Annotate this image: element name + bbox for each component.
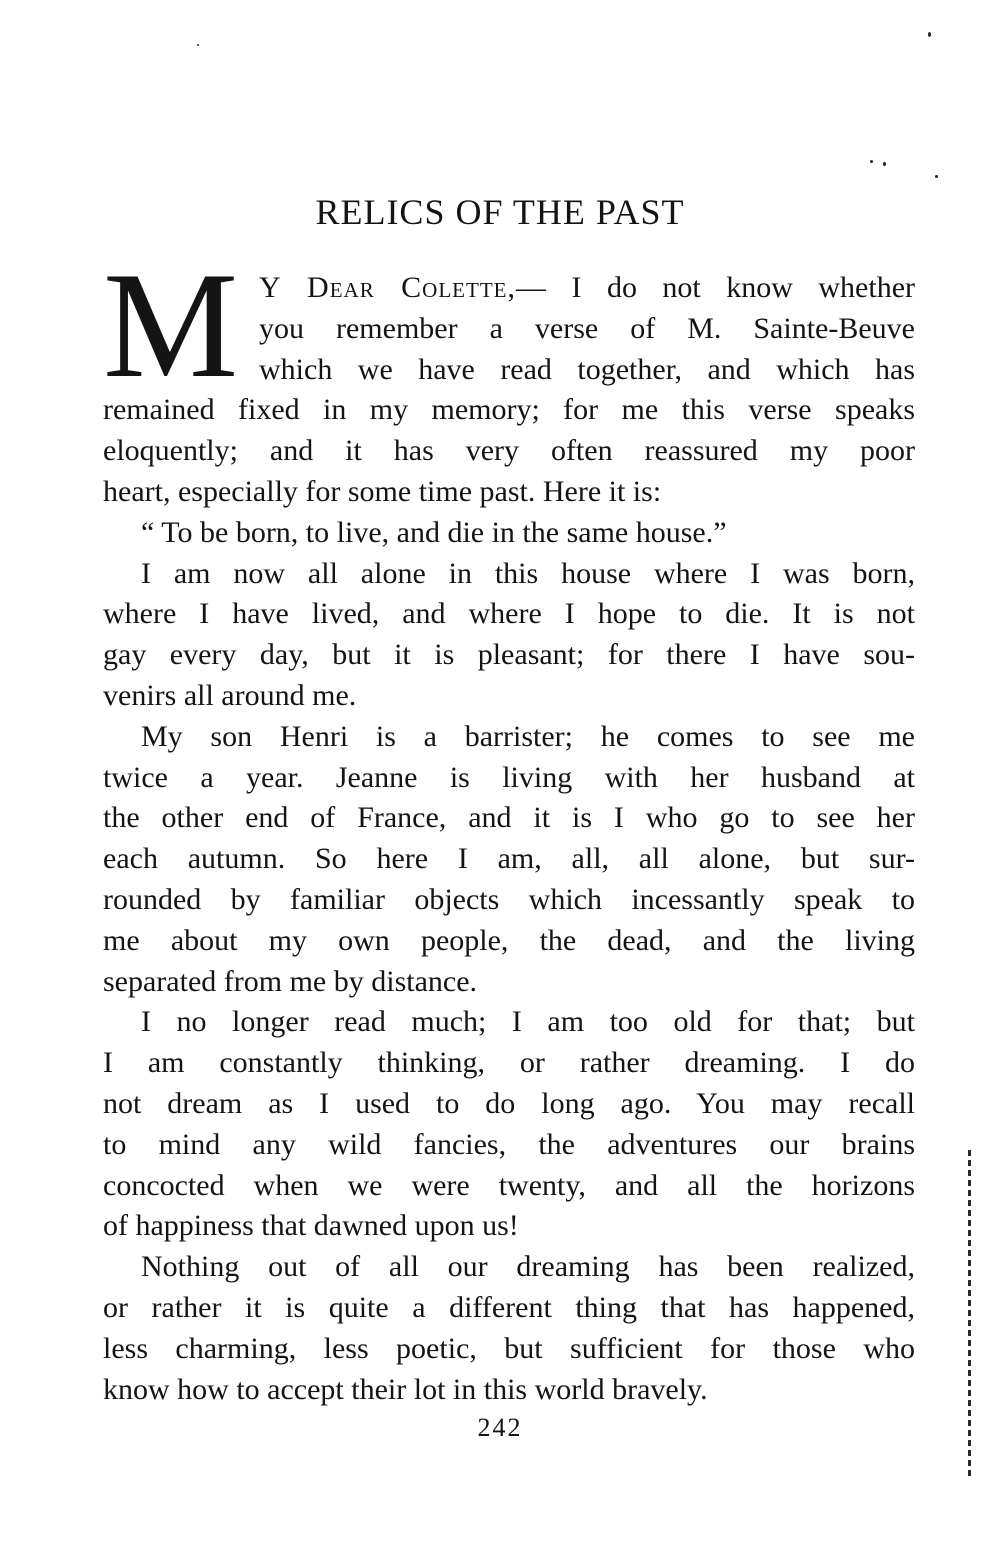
paragraph-3 bbox=[103, 717, 915, 1003]
text-line: not dream as I used to do long ago. You may recall bbox=[103, 1086, 915, 1120]
text-line: I am constantly thinking, or rather dreaming. I do bbox=[103, 1046, 915, 1080]
text-line: where I have lived, and where I hope to die. It is not bbox=[103, 597, 915, 631]
text-line: the other end of France, and it is I who go to see her bbox=[103, 801, 915, 835]
text-line: I am now all alone in this house where I was born, bbox=[141, 556, 915, 590]
paragraph-2 bbox=[103, 554, 915, 717]
page-edge-shadow bbox=[968, 1150, 971, 1480]
salutation: Y Dear Colette, bbox=[259, 271, 516, 304]
text-line: heart, especially for some time past. Here it is: bbox=[103, 474, 662, 508]
opening-line-1-rest: — I do not know whether bbox=[516, 271, 915, 304]
print-speck bbox=[928, 32, 931, 37]
quote-line: “ To be born, to live, and die in the same house.” bbox=[141, 515, 727, 549]
page-number: 242 bbox=[477, 1413, 523, 1442]
text-line: gay every day, but it is pleasant; for there I have sou- bbox=[103, 638, 915, 672]
opening-lines bbox=[259, 268, 915, 390]
text-line: separated from me by distance. bbox=[103, 964, 478, 998]
text-line: of happiness that dawned upon us! bbox=[103, 1209, 519, 1243]
text-line: I no longer read much; I am too old for that; but bbox=[141, 1005, 915, 1039]
drop-cap: M bbox=[103, 241, 237, 409]
print-speck bbox=[883, 162, 886, 166]
paragraph-5 bbox=[103, 1247, 915, 1410]
opening-line-1 bbox=[259, 268, 915, 309]
text-line: me about my own people, the dead, and the living bbox=[103, 923, 915, 957]
print-speck bbox=[935, 175, 938, 178]
text-line: rounded by familiar objects which incessantly speak to bbox=[103, 882, 915, 916]
opening-line-2: you remember a verse of M. Sainte-Beuve bbox=[259, 311, 915, 345]
text-line: concocted when we were twenty, and all the horizons bbox=[103, 1168, 915, 1202]
chapter-title: RELICS OF THE PAST bbox=[315, 192, 685, 232]
paragraph-4 bbox=[103, 1002, 915, 1247]
print-speck bbox=[870, 160, 873, 163]
text-line: or rather it is quite a different thing that has happened, bbox=[103, 1290, 915, 1324]
text-line: twice a year. Jeanne is living with her husband at bbox=[103, 760, 915, 794]
print-speck bbox=[197, 44, 199, 46]
text-line: Nothing out of all our dreaming has been realized, bbox=[141, 1250, 915, 1284]
text-line: to mind any wild fancies, the adventures our brains bbox=[103, 1127, 915, 1161]
text-line: remained fixed in my memory; for me this verse speaks bbox=[103, 393, 915, 427]
text-line: My son Henri is a barrister; he comes to see me bbox=[141, 719, 915, 753]
text-line: eloquently; and it has very often reassured my poor bbox=[103, 434, 915, 468]
text-line: each autumn. So here I am, all, all alone, but sur- bbox=[103, 842, 915, 876]
paragraph-1 bbox=[103, 390, 915, 553]
opening-line-3: which we have read together, and which has bbox=[259, 352, 915, 386]
text-line: venirs all around me. bbox=[103, 678, 357, 712]
text-line: know how to accept their lot in this world bravely. bbox=[103, 1372, 708, 1406]
text-line: less charming, less poetic, but sufficient for those who bbox=[103, 1331, 915, 1365]
